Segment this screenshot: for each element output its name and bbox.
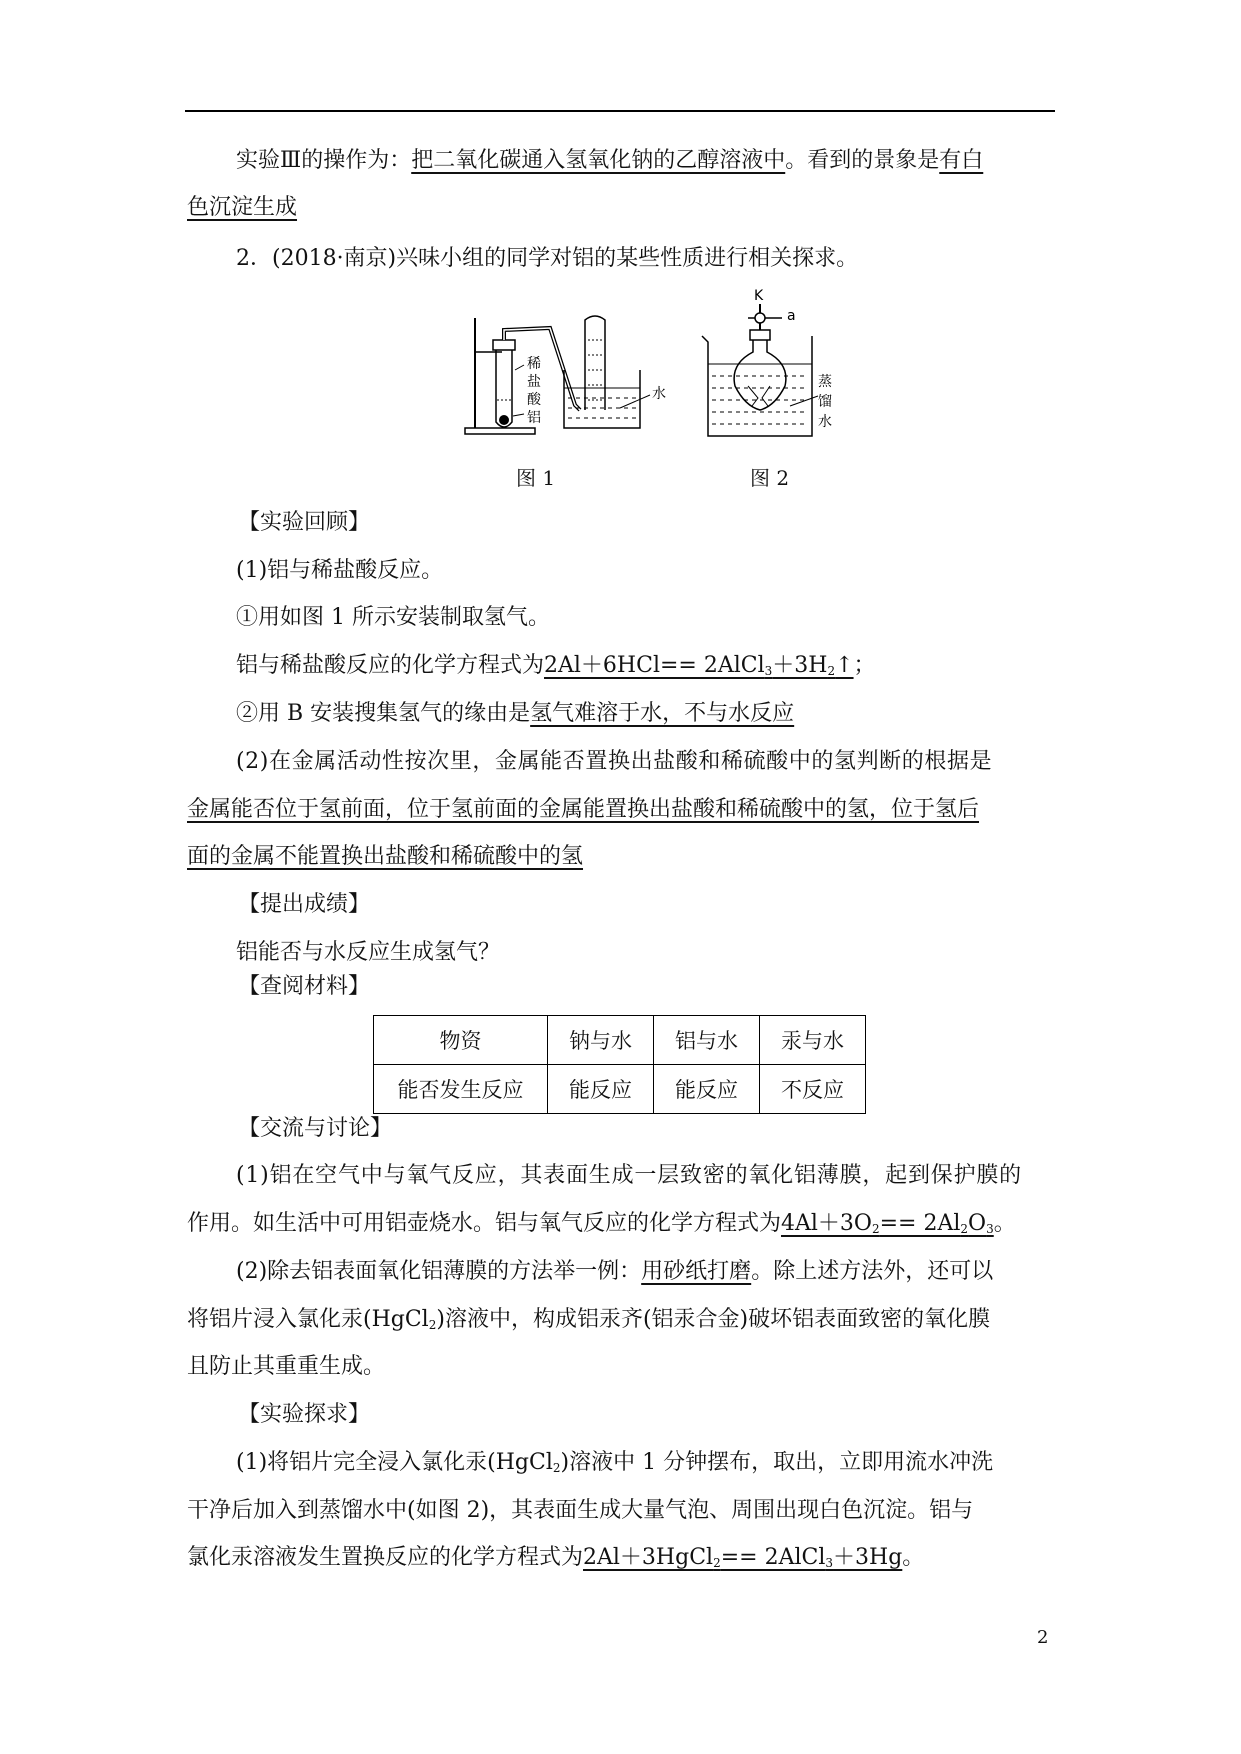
- review-p3-prefix: 铝与稀盐酸反应的化学方程式为: [236, 653, 545, 678]
- fig1-label-suan: 酸: [527, 392, 541, 408]
- exp3-mid: 。看到的景象是: [785, 148, 940, 173]
- table-cell: 能反应: [654, 1065, 760, 1114]
- table-cell: 钠与水: [548, 1016, 654, 1065]
- fig1-label-shui: 水: [652, 386, 666, 402]
- question-text: 铝能否与水反应生成氢气？: [236, 940, 501, 965]
- review-p3: [236, 651, 876, 686]
- table-row: [374, 1065, 866, 1114]
- review-p1: (1)铝与稀盐酸反应。: [236, 558, 444, 583]
- discussion-p2-end: 。: [993, 1211, 1016, 1236]
- discussion-p3: [236, 1257, 993, 1287]
- discussion-heading: 【交流与讨论】: [238, 1116, 393, 1141]
- materials-heading: 【查阅材料】: [238, 974, 371, 999]
- inquiry-p2: 干净后加入到蒸馏水中(如图 2)，其表面生成大量气泡、周围出现白色沉淀。铝与: [187, 1498, 974, 1523]
- eq-part: ↑: [835, 653, 854, 678]
- exp3-prefix: 实验Ⅲ的操作为：: [236, 148, 412, 173]
- discussion-p3-suffix: 。除上述方法外，还可以: [751, 1259, 994, 1284]
- inquiry-heading: 【实验探求】: [238, 1402, 371, 1427]
- eq-sub: 2: [871, 1222, 880, 1236]
- formula-sub: 2: [428, 1318, 437, 1332]
- review-p3-end: ；: [853, 653, 876, 678]
- exp3-result-answer: 有白: [939, 148, 984, 173]
- table-cell: 铝与水: [654, 1016, 760, 1065]
- fig2-label-zheng: 蒸: [818, 374, 832, 390]
- discussion-p5: 且防止其重重生成。: [187, 1354, 386, 1379]
- eq-part: 4Al＋3O: [781, 1211, 872, 1236]
- fig2-label-liu: 馏: [818, 394, 832, 410]
- eq-sub: 3: [825, 1556, 834, 1570]
- eq-sub: 2: [827, 664, 836, 678]
- eq-part: ＋3H: [772, 653, 828, 678]
- question-2-title: 2．(2018·南京)兴味小组的同学对铝的某些性质进行相关探求。: [236, 246, 859, 271]
- exp3-result-answer-cont: 色沉淀生成: [187, 195, 298, 220]
- exp3-line: [236, 146, 983, 176]
- figure-1-caption: 图 1: [516, 466, 556, 490]
- eq-part: ＋3Hg: [833, 1545, 903, 1570]
- formula-sub: 2: [552, 1461, 561, 1475]
- inquiry-p3-end: 。: [902, 1545, 925, 1570]
- inquiry-p3-prefix: 氯化汞溶液发生置换反应的化学方程式为: [187, 1545, 584, 1570]
- page-number: 2: [1037, 1627, 1049, 1648]
- exp3-operation-answer: 把二氧化碳通入氢氧化钠的乙醇溶液中: [411, 148, 786, 173]
- review-p2: ①用如图 1 所示安装制取氢气。: [236, 605, 550, 630]
- inquiry-p3: [187, 1543, 924, 1578]
- fig1-label-yan: 盐: [527, 374, 541, 390]
- eq-part: == 2Al: [879, 1211, 961, 1236]
- table-cell: 物资: [374, 1016, 548, 1065]
- collection-reason-answer: 氢气难溶于水，不与水反应: [530, 701, 795, 726]
- activity-basis-answer: 金属能否位于氢前面，位于氢前面的金属能置换出盐酸和稀硫酸中的氢，位于氢后: [187, 797, 980, 822]
- inquiry-p1-a: (1)将铝片完全浸入氯化汞(HgCl: [236, 1450, 553, 1475]
- eq-sub: 3: [764, 664, 773, 678]
- discussion-p2-prefix: 作用。如生活中可用铝壶烧水。铝与氧气反应的化学方程式为: [187, 1211, 782, 1236]
- hcl-equation-answer: [544, 653, 854, 678]
- exp3-line2: [187, 193, 297, 223]
- discussion-p3-prefix: (2)除去铝表面氧化铝薄膜的方法举一例：: [236, 1259, 642, 1284]
- eq-part: == 2AlCl: [720, 1545, 826, 1570]
- header-rule: [185, 110, 1055, 112]
- materials-table: [373, 1015, 866, 1114]
- discussion-p4-a: 将铝片浸入氯化汞(HgCl: [187, 1307, 429, 1332]
- eq-part: O: [968, 1211, 987, 1236]
- eq-sub: 3: [986, 1222, 994, 1236]
- discussion-p1: (1)铝在空气中与氧气反应，其表面生成一层致密的氧化铝薄膜，起到保护膜的: [236, 1163, 1022, 1188]
- figure-1: [460, 310, 680, 440]
- inquiry-p1-b: )溶液中 1 分钟摆布，取出，立即用流水冲洗: [560, 1450, 994, 1475]
- table-row: [374, 1016, 866, 1065]
- figure-2: [690, 286, 840, 446]
- inquiry-p1: [236, 1448, 993, 1483]
- discussion-p4: [187, 1305, 990, 1340]
- mercury-equation-answer: [583, 1545, 902, 1570]
- activity-basis-answer-cont: 面的金属不能置换出盐酸和稀硫酸中的氢: [187, 844, 584, 869]
- discussion-p2: [187, 1209, 1016, 1244]
- eq-sub: 2: [960, 1222, 969, 1236]
- fig1-label-xi: 稀: [527, 356, 541, 372]
- review-p4-prefix: ②用 B 安装搜集氢气的缘由是: [236, 701, 531, 726]
- eq-sub: 2: [713, 1556, 721, 1570]
- eq-part: 2Al＋3HgCl: [583, 1545, 714, 1570]
- table-cell: 能否发生反应: [374, 1065, 548, 1114]
- question-heading: 【提出成绩】: [238, 892, 371, 917]
- table-cell: 汞与水: [760, 1016, 866, 1065]
- fig2-label-shui: 水: [818, 414, 832, 430]
- discussion-p4-b: )溶液中，构成铝汞齐(铝汞合金)破坏铝表面致密的氧化膜: [436, 1307, 991, 1332]
- oxygen-equation-answer: [781, 1211, 994, 1236]
- review-p5: (2)在金属活动性按次里，金属能否置换出盐酸和稀硫酸中的氢判断的根据是: [236, 749, 993, 774]
- review-heading: 【实验回顾】: [238, 510, 371, 535]
- remove-film-answer: 用砂纸打磨: [641, 1259, 752, 1284]
- fig2-label-a: a: [787, 308, 796, 324]
- review-p4: [236, 699, 794, 729]
- eq-part: 2Al＋6HCl== 2AlCl: [544, 653, 765, 678]
- table-cell: 能反应: [548, 1065, 654, 1114]
- figure-2-caption: 图 2: [750, 466, 790, 490]
- fig2-label-k: K: [754, 288, 764, 304]
- fig1-label-lv: 铝: [527, 410, 541, 426]
- table-cell: 不反应: [760, 1065, 866, 1114]
